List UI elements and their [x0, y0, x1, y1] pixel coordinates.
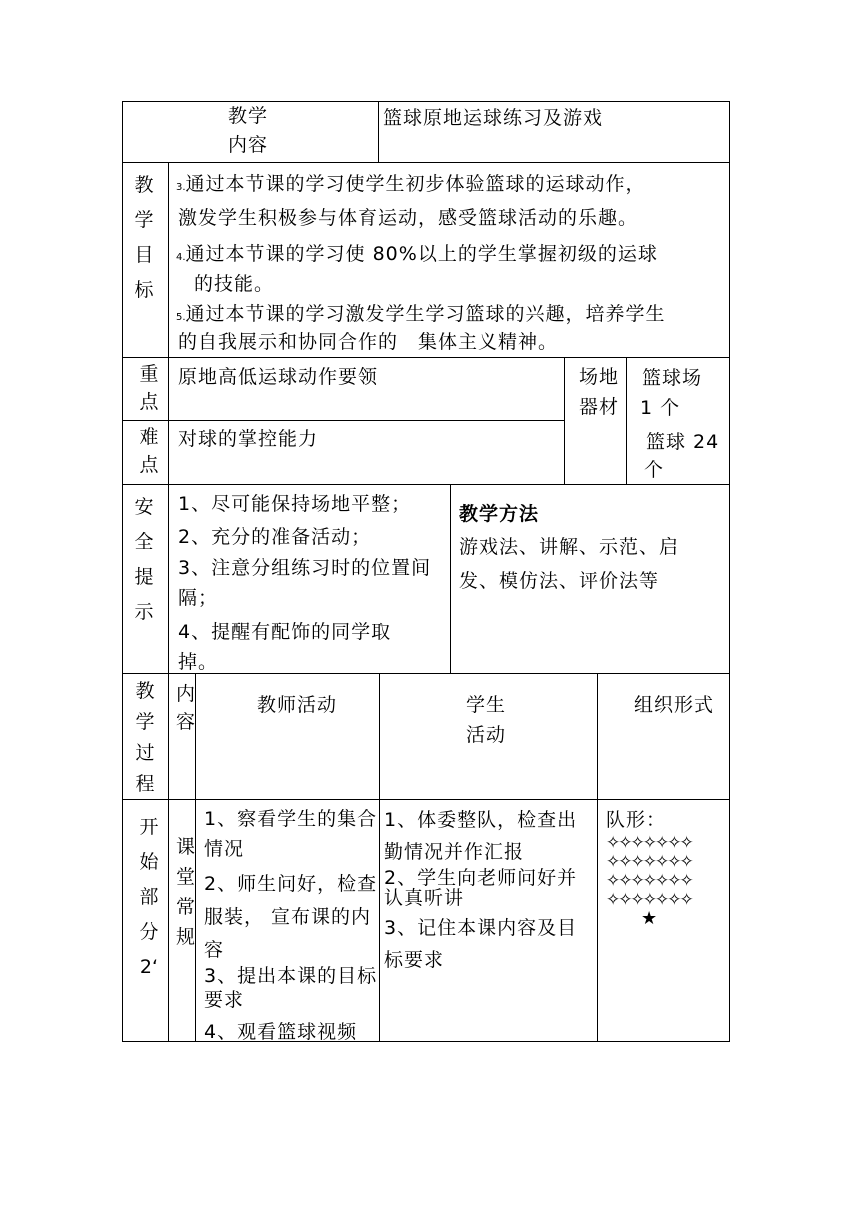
venue-ball: 篮球 24	[646, 431, 720, 453]
teacher-activity: 1、察看学生的集合情况	[204, 808, 378, 860]
col-line	[626, 357, 627, 485]
col-line	[597, 673, 598, 1042]
process-student-header: 学生	[466, 694, 507, 716]
objective-item-cont: 的技能。	[194, 273, 275, 295]
safety-item: 4、提醒有配饰的同学取掉。	[178, 621, 392, 673]
objective-item-cont: 的自我展示和协同合作的 集体主义精神。	[178, 331, 559, 353]
key-point-label: 重点	[139, 363, 159, 413]
student-activity: 3、记住本课内容及目标要求	[384, 917, 578, 971]
table-border-left	[122, 101, 123, 1042]
objective-item: 5.通过本节课的学习激发学生学习篮球的兴趣，培养学生	[176, 303, 666, 325]
col-line	[564, 357, 565, 485]
student-activity: 1、体委整队，检查出勤情况并作汇报	[384, 809, 578, 863]
col-line	[168, 673, 169, 1042]
process-organization-header: 组织形式	[634, 694, 715, 716]
difficulty-text: 对球的掌控能力	[178, 428, 319, 450]
organization-title: 队形：	[606, 809, 667, 831]
objective-item: 3.通过本节课的学习使学生初步体验篮球的运球动作，	[176, 173, 646, 195]
student-activity: 2、学生向老师问好并认真听讲	[384, 867, 578, 909]
row-line	[122, 162, 730, 163]
col-line	[450, 484, 451, 674]
venue-court-count: 1 个	[640, 397, 681, 419]
row-line	[122, 484, 730, 485]
opening-label: 开始部分2‘	[139, 816, 159, 978]
key-point-text: 原地高低运球动作要领	[178, 366, 379, 388]
table-border-right	[729, 101, 730, 1042]
row-line	[122, 799, 730, 800]
objective-item-cont: 激发学生积极参与体育运动，感受篮球活动的乐趣。	[178, 207, 639, 229]
process-label: 教学过程	[135, 680, 155, 795]
content-label: 教学内容	[228, 105, 269, 156]
safety-item: 2、充分的准备活动；	[178, 526, 372, 548]
col-line	[168, 162, 169, 484]
safety-item: 3、注意分组练习时的位置间隔；	[178, 557, 432, 609]
content-value: 篮球原地运球练习及游戏	[383, 107, 604, 129]
teacher-activity: 2、师生问好，检查服装， 宣布课的内容	[204, 873, 378, 961]
difficulty-label: 难点	[139, 426, 159, 476]
teacher-marker: ★	[641, 908, 656, 929]
venue-court: 篮球场	[642, 367, 703, 389]
teacher-activity: 3、提出本课的目标要求	[204, 965, 378, 1011]
process-student-header-2: 活动	[466, 724, 507, 746]
objective-item: 4.通过本节课的学习使 80%以上的学生掌握初级的运球	[176, 243, 658, 265]
formation-row: ✧✧✧✧✧✧✧	[606, 871, 692, 891]
opening-content: 课堂常规	[176, 836, 197, 948]
formation-row: ✧✧✧✧✧✧✧	[606, 833, 692, 853]
method-text: 游戏法、讲解、示范、启发、模仿法、评价法等	[459, 536, 680, 592]
teacher-activity: 4、观看篮球视频	[204, 1021, 358, 1043]
col-line	[168, 484, 169, 674]
process-content-header: 内容	[176, 683, 197, 733]
row-line	[122, 420, 564, 421]
safety-label: 安全提示	[134, 496, 154, 623]
safety-item: 1、尽可能保持场地平整；	[178, 493, 412, 515]
formation-row: ✧✧✧✧✧✧✧	[606, 890, 692, 910]
venue-label: 场地器材	[579, 366, 620, 418]
formation-row: ✧✧✧✧✧✧✧	[606, 852, 692, 872]
process-teacher-header: 教师活动	[257, 694, 338, 716]
venue-ball-count: 个	[644, 459, 665, 481]
method-title: 教学方法	[459, 503, 540, 525]
col-line	[378, 101, 379, 163]
objectives-label: 教学目标	[134, 174, 154, 301]
